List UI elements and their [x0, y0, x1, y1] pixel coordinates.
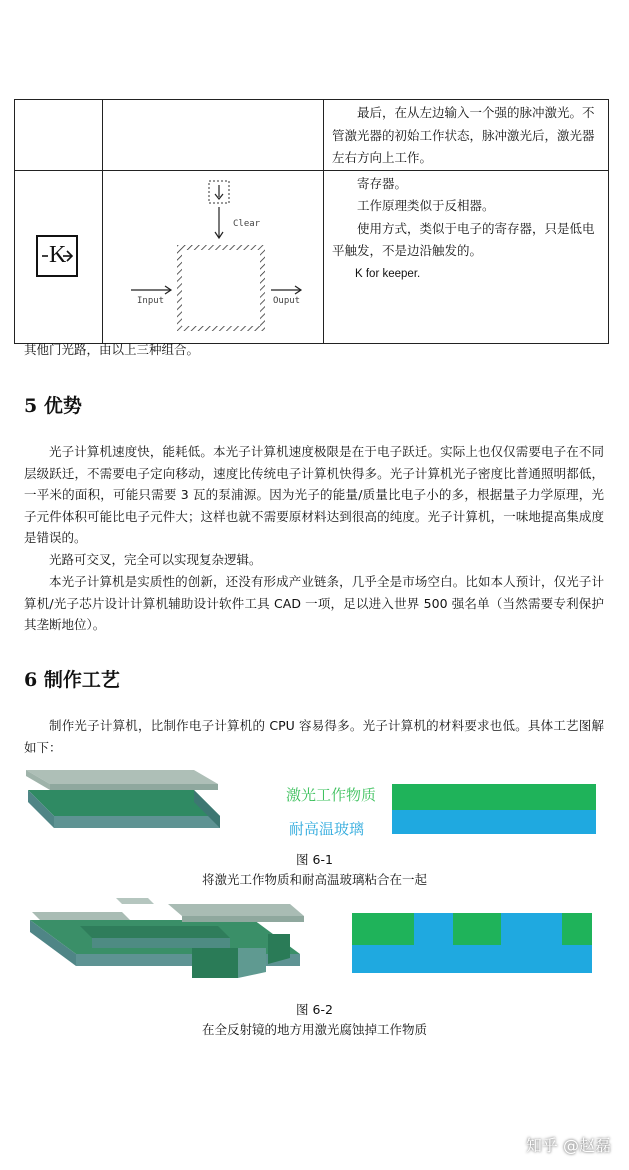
fig-6-2-number: 图 6-2 [296, 1002, 333, 1017]
table-cell-desc [324, 100, 609, 171]
fig-6-2-laser-block-2 [453, 913, 501, 945]
fig-6-2-laser-block-3 [562, 913, 592, 945]
fig-6-1-caption: 将激光工作物质和耐高温玻璃粘合在一起 [201, 872, 427, 887]
keeper-diagram [103, 171, 324, 344]
table-cell-desc [324, 170, 609, 343]
keeper-symbol-icon [36, 235, 78, 277]
section-5-paragraph-2: 光路可交叉，完全可以实现复杂逻辑。 [49, 552, 262, 567]
section-6-title: 6 制作工艺 [24, 669, 120, 691]
fig-6-2-laser-block-1 [352, 913, 414, 945]
gates-table [14, 99, 609, 344]
keeper-symbol-letter: K [49, 241, 67, 268]
table-row [15, 170, 609, 343]
after-table-note: 其他门光路，由以上三种组合。 [24, 342, 200, 357]
fig-6-2-caption: 在全反射镜的地方用激光腐蚀掉工作物质 [201, 1022, 427, 1037]
fig-6-1-label-glass: 耐高温玻璃 [289, 820, 365, 838]
diagram-output-label: Ouput [273, 295, 301, 306]
table-cell-diagram [103, 170, 324, 343]
table-cell-symbol [15, 100, 103, 171]
row1-description: 最后，在从左边输入一个强的脉冲激光。不管激光器的初始工作状态，脉冲激光后，激光器左右方向上工作。 [332, 105, 595, 165]
keeper-line-4: K for keeper. [355, 267, 421, 280]
fig-6-1-laser-layer [392, 784, 596, 810]
section-6-paragraph-1: 制作光子计算机，比制作电子计算机的 CPU 容易得多。光子计算机的材料要求也低。具体工艺图解如下： [24, 718, 604, 755]
fig-6-1-label-laser: 激光工作物质 [286, 786, 377, 804]
diagram-clear-label: Clear [233, 218, 261, 229]
keeper-line-1: 寄存器。 [357, 175, 408, 191]
table-row [15, 100, 609, 171]
fig-6-1-number: 图 6-1 [296, 852, 333, 867]
watermark: 知乎 @赵磊 [525, 1136, 611, 1155]
fig-6-1-glass-layer [392, 810, 596, 834]
table-cell-diagram [103, 100, 324, 171]
section-5-title: 5 优势 [24, 395, 82, 417]
keeper-line-3: 使用方式，类似于电子的寄存器，只是低电平触发，不是边沿触发的。 [332, 220, 595, 258]
keeper-line-2: 工作原理类似于反相器。 [357, 198, 495, 213]
fig-6-2-slab [22, 892, 312, 994]
section-5-paragraph-1: 光子计算机速度快，能耗低。本光子计算机速度极限是在于电子跃迁。实际上也仅仅需要电子在不同层级跃迁，不需要电子定向移动，速度比传统电子计算机快得多。光子计算机光子密度比普通照明都低，一平米的面积，可能只需要 3 瓦的泵浦源。因为光子的能量/质量比电子小的多，根据量子力学原理，光子元件体积可能比电子元件大；这样也就不需要原材料达到很高的纯度。光子计算机，一味地提高集成度是错误的。 [24, 444, 604, 545]
diagram-input-label: Input [137, 295, 165, 306]
table-cell-symbol [15, 170, 103, 343]
section-5-paragraph-3: 本光子计算机是实质性的创新，还没有形成产业链条，几乎全是市场空白。比如本人预计，仅光子计算机/光子芯片设计计算机辅助设计软件工具 CAD 一项，足以进入世界 500 强名单（当然需要专利保护其垄断地位）。 [24, 574, 604, 632]
fig-6-1-slab [22, 764, 227, 844]
